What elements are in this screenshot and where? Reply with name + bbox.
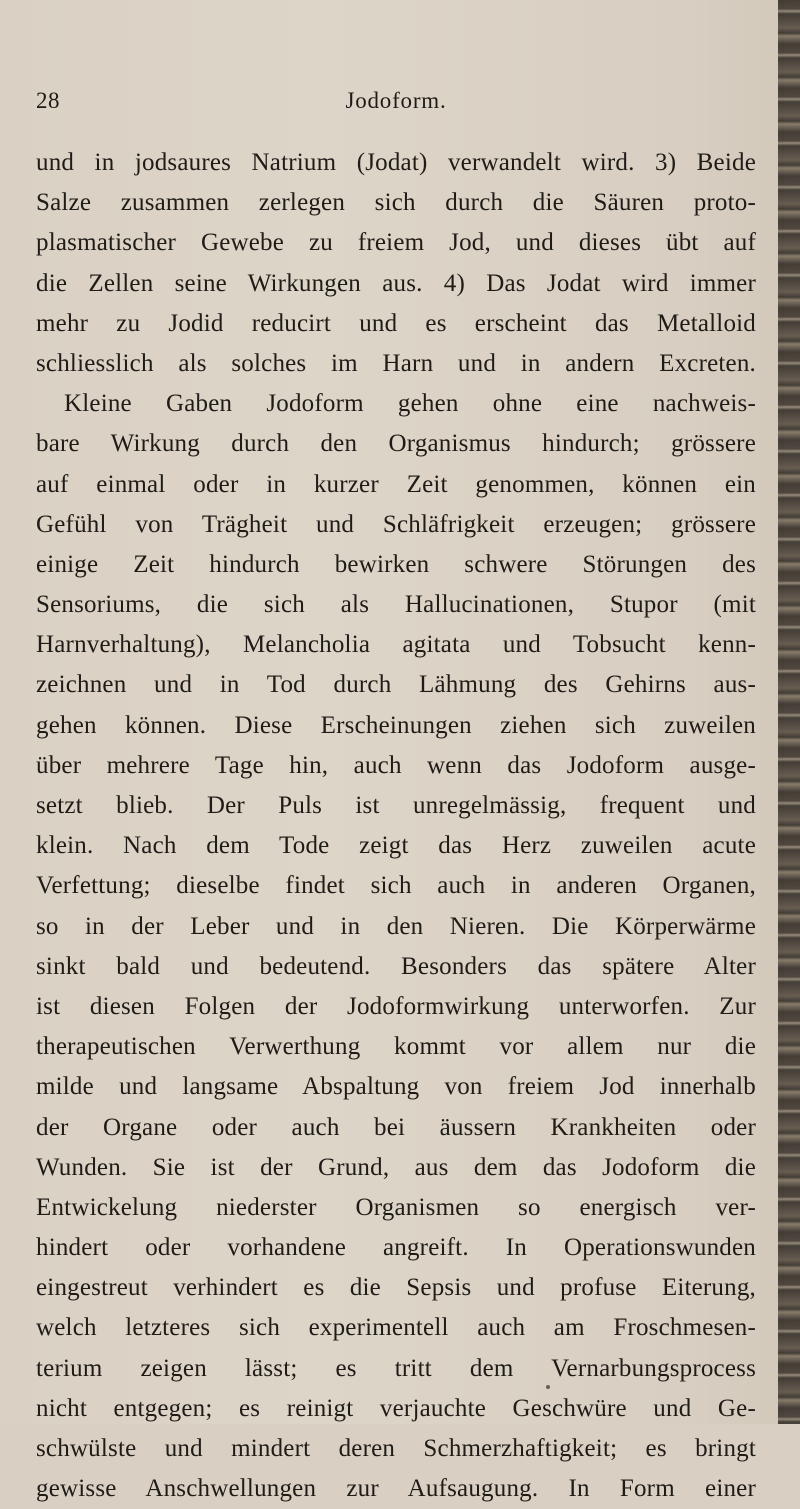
text-line: gewisse Anschwellungen zur Aufsaugung. In Form einer (36, 1475, 756, 1503)
text-line: milde und langsame Abspaltung von freiem Jod innerhalb (36, 1073, 756, 1101)
text-line: die Zellen seine Wirkungen aus. 4) Das Jodat wird immer (36, 269, 756, 297)
text-line: nicht entgegen; es reinigt verjauchte Geschwüre und Ge- (36, 1394, 756, 1422)
text-line: und in jodsaures Natrium (Jodat) verwandelt wird. 3) Beide (36, 149, 756, 176)
text-line: schliesslich als solches im Harn und in andern Excreten. (36, 349, 756, 377)
text-line: Wunden. Sie ist der Grund, aus dem das Jodoform die (36, 1153, 756, 1181)
text-line: über mehrere Tage hin, auch wenn das Jodoform ausge- (36, 751, 756, 779)
text-line: hindert oder vorhandene angreift. In Operationswunden (36, 1234, 756, 1262)
text-line: schwülste und mindert deren Schmerzhaftigkeit; es bringt (36, 1435, 756, 1462)
text-line: Entwickelung niederster Organismen so energisch ver- (36, 1193, 756, 1221)
text-line: ist diesen Folgen der Jodoformwirkung unterworfen. Zur (36, 992, 756, 1020)
text-line: sinkt bald und bedeutend. Besonders das spätere Alter (36, 952, 756, 980)
page-header (36, 88, 756, 122)
text-line: terium zeigen lässt; es tritt dem Vernarbungsprocess (36, 1354, 756, 1382)
text-line: Kleine Gaben Jodoform gehen ohne eine nachweis- (64, 390, 756, 418)
text-line: setzt blieb. Der Puls ist unregelmässig, frequent und (36, 792, 756, 819)
paper-speck (546, 1385, 550, 1389)
text-line: Gefühl von Trägheit und Schläfrigkeit erzeugen; grössere (36, 510, 756, 538)
text-line: Harnverhaltung), Melancholia agitata und Tobsucht kenn- (36, 631, 756, 659)
text-line: eingestreut verhindert es die Sepsis und profuse Eiterung, (36, 1274, 756, 1302)
text-line: plasmatischer Gewebe zu freiem Jod, und dieses übt auf (36, 229, 756, 257)
text-line: Salze zusammen zerlegen sich durch die Säuren proto- (36, 189, 756, 217)
page-number: 28 (36, 88, 60, 113)
text-line: mehr zu Jodid reducirt und es erscheint das Metalloid (36, 309, 756, 337)
text-line: auf einmal oder in kurzer Zeit genommen, können ein (36, 470, 756, 498)
text-line: bare Wirkung durch den Organismus hindurch; grössere (36, 430, 756, 458)
text-line: gehen können. Diese Erscheinungen ziehen sich zuweilen (36, 711, 756, 739)
text-line: zeichnen und in Tod durch Lähmung des Gehirns aus- (36, 671, 756, 699)
page-edge-shadow (778, 0, 800, 1424)
text-line: der Organe oder auch bei äussern Krankheiten oder (36, 1113, 756, 1141)
text-line: Verfettung; dieselbe findet sich auch in anderen Organen, (36, 872, 756, 900)
text-line: klein. Nach dem Tode zeigt das Herz zuweilen acute (36, 832, 756, 860)
text-line: so in der Leber und in den Nieren. Die Körperwärme (36, 912, 756, 940)
text-line: therapeutischen Verwerthung kommt vor allem nur die (36, 1033, 756, 1061)
text-line: Sensoriums, die sich als Hallucinationen, Stupor (mit (36, 591, 756, 619)
text-line: welch letzteres sich experimentell auch am Froschmesen- (36, 1314, 756, 1342)
running-head: Jodoform. (345, 88, 447, 113)
body-text (36, 143, 756, 1509)
text-line: einige Zeit hindurch bewirken schwere Störungen des (36, 550, 756, 578)
